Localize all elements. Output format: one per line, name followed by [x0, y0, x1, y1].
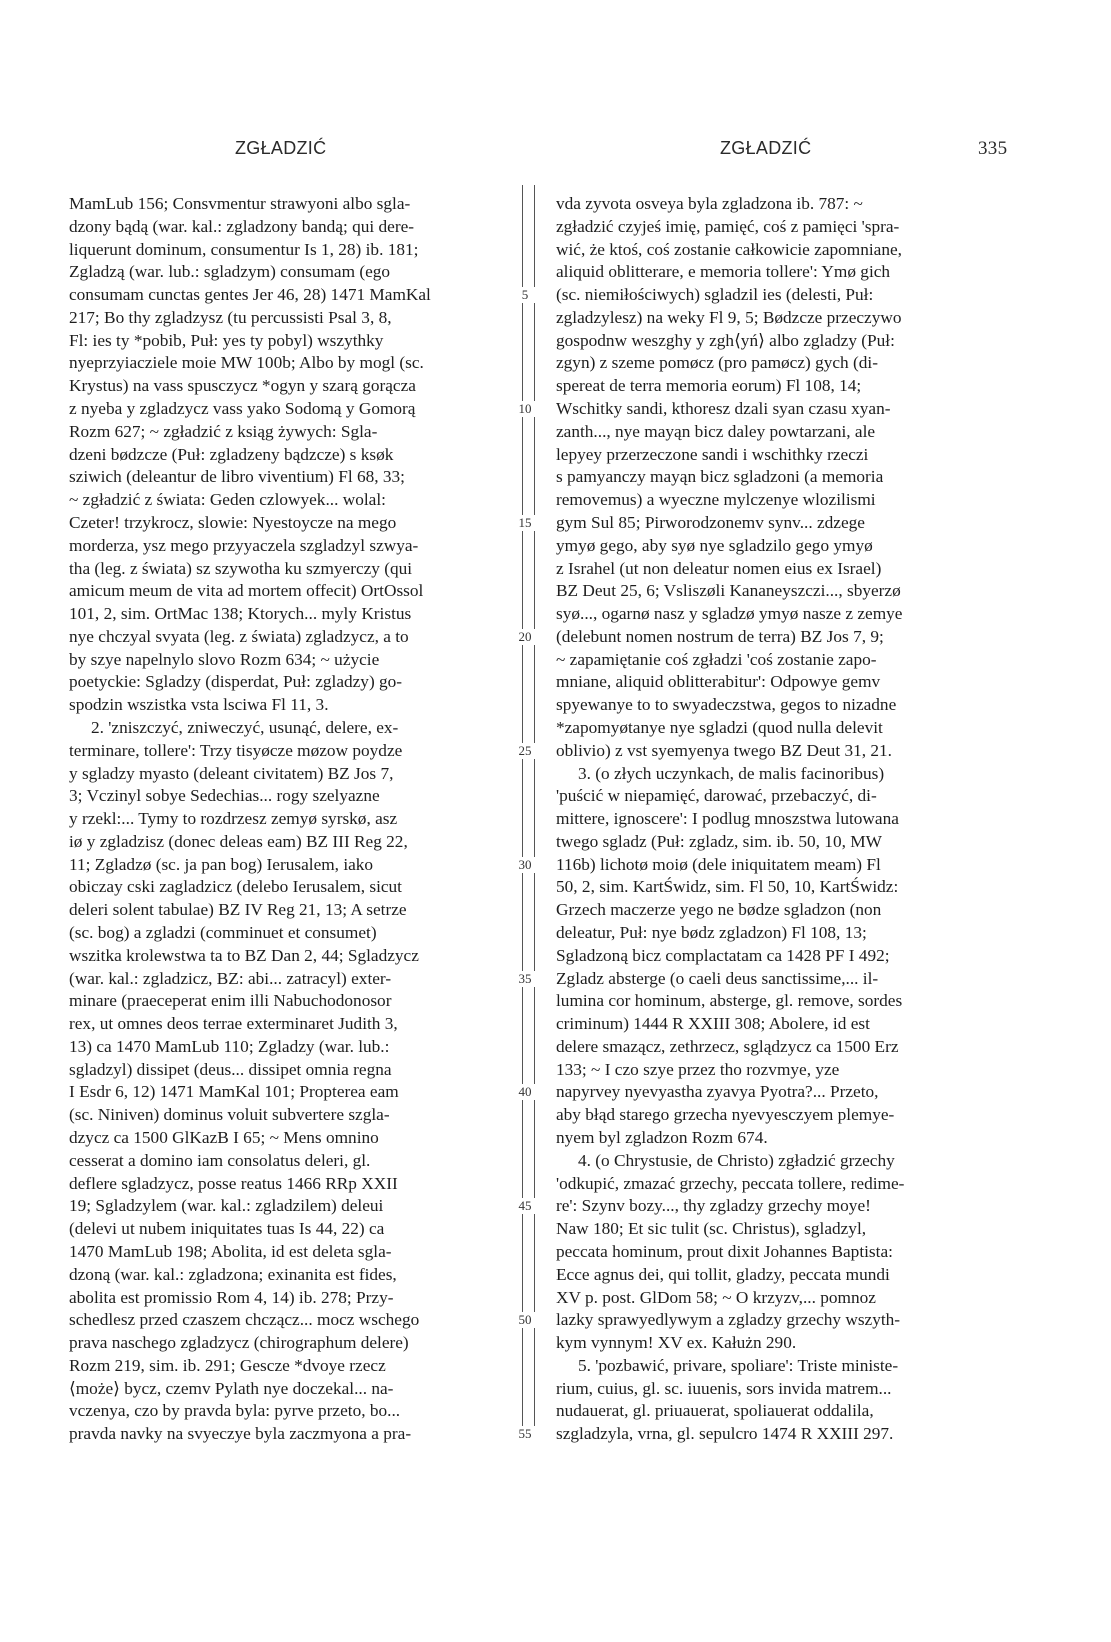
text-line: nyem byl zgladzon Rozm 674.	[556, 1128, 768, 1148]
line-number: 10	[515, 401, 535, 417]
text-line: zgladzylesz) na weky Fl 9, 5; Bødzcze przeczywo	[556, 307, 902, 327]
text-line: y sgladzy myasto (deleant civitatem) BZ Jos 7,	[69, 763, 394, 783]
text-line: napyrvey nyevyastha zyavya Pyotra?... Przeto,	[556, 1082, 879, 1102]
text-line: Ecce agnus dei, qui tollit, gladzy, peccata mundi	[556, 1264, 890, 1284]
text-line: 3. (o złych uczynkach, de malis facinoribus)	[578, 763, 885, 783]
line-number: 20	[515, 629, 535, 645]
text-line: (sc. niemiłościwych) sgladzil ies (delesti, Puł:	[556, 285, 874, 305]
text-line: minare (praeceperat enim illi Nabuchodonosor	[69, 991, 392, 1011]
page-number: 335	[978, 138, 1008, 159]
text-line: zgyn) z szeme pomøcz (pro pamøcz) gych (di-	[556, 353, 878, 373]
running-head-right: ZGŁADZIĆ	[720, 138, 812, 158]
text-line: obiczay cski zagladzicz (delebo Ierusalem, sicut	[69, 877, 402, 897]
text-line: deleri solent tabulae) BZ IV Reg 21, 13; A setrze	[69, 900, 407, 920]
text-line: Naw 180; Et sic tulit (sc. Christus), sgladzyl,	[556, 1219, 867, 1239]
text-line: BZ Deut 25, 6; Vsliszøli Kananeyszczi..., sbyerzø	[556, 581, 901, 601]
text-line: MamLub 156; Consvmentur strawyoni albo sgla-	[69, 194, 411, 213]
line-number: 15	[515, 515, 535, 531]
text-line: liquerunt dominum, consumentur Is 1, 28) ib. 181;	[69, 239, 419, 259]
text-line: Rozm 627; ~ zgładzić z ksiąg żywych: Sgla-	[69, 421, 378, 441]
text-line: 11; Zgladzø (sc. ja pan bog) Ierusalem, iako	[69, 854, 374, 874]
text-line: 133; ~ I czo szye przez tho rozvmye, yze	[556, 1059, 840, 1079]
text-line: criminum) 1444 R XXIII 308; Abolere, id est	[556, 1014, 870, 1034]
text-line: sziwich (deleantur de libro viventium) Fl 68, 33;	[69, 467, 405, 487]
text-line: (delebunt nomen nostrum de terra) BZ Jos 7, 9;	[556, 626, 884, 646]
text-line: 50, 2, sim. KartŚwidz, sim. Fl 50, 10, KartŚwidz:	[556, 877, 899, 897]
text-line: 4. (o Chrystusie, de Christo) zgładzić grzechy	[578, 1150, 895, 1170]
right-column-text	[556, 193, 986, 1446]
text-line: Wschitky sandi, kthoresz dzali syan czasu xyan-	[556, 399, 891, 419]
text-line: wić, że ktoś, coś zostanie całkowicie zapomniane,	[556, 239, 902, 259]
text-line: (sc. bog) a zgladzi (comminuet et consumet)	[69, 923, 377, 942]
text-line: Krystus) na vass spusczycz *ogyn y szarą gorącza	[69, 376, 416, 396]
text-line: removemus) a wyeczne mylczenye wlozilismi	[556, 490, 876, 510]
text-line: terminare, tollere': Trzy tisyøcze møzow poydze	[69, 740, 403, 760]
text-line: syø..., ogarnø nasz y sgladzø ymyø nasze z zemye	[556, 604, 903, 624]
text-line: rex, ut omnes deos terrae exterminaret Judith 3,	[69, 1014, 398, 1034]
text-line: sgladzyl) dissipet (deus... dissipet omnia regna	[69, 1059, 392, 1079]
text-line: Zgladz absterge (o caeli deus sanctissime,... il-	[556, 968, 879, 988]
text-line: nudauerat, gl. priuauerat, spoliauerat oddalila,	[556, 1401, 874, 1421]
text-line: amicum meum de vita ad mortem offecit) OrtOssol	[69, 581, 424, 601]
text-line: vda zyvota osveya byla zgladzona ib. 787: ~	[556, 194, 863, 213]
text-line: ~ zgładzić z świata: Geden czlowyek... wolal:	[69, 490, 386, 510]
text-line: dzycz ca 1500 GlKazB I 65; ~ Mens omnino	[69, 1128, 379, 1148]
line-number: 40	[515, 1084, 535, 1100]
text-line: 1470 MamLub 198; Abolita, id est deleta sgla-	[69, 1241, 392, 1261]
text-line: zgładzić czyjeś imię, pamięć, coś z pamięci 'spra-	[556, 216, 900, 236]
text-line: tha (leg. z świata) sz szywotha ku szmyerczy (qui	[69, 558, 413, 578]
text-line: mniane, aliquid oblitterabitur': Odpowye gemv	[556, 672, 881, 692]
text-line: s pamyanczy mayąn bicz sgladzoni (a memoria	[556, 467, 884, 487]
text-line: ~ zapamiętanie coś zgładzi 'coś zostanie zapo-	[556, 649, 877, 669]
text-line: nyeprzyiacziele moie MW 100b; Albo by mogl (sc.	[69, 353, 424, 373]
running-head-left: ZGŁADZIĆ	[235, 138, 327, 158]
text-line: pravda navky na svyeczye byla zaczmyona a pra-	[69, 1424, 412, 1444]
text-line: vczenya, czo by pravda byla: pyrve przeto, bo...	[69, 1401, 401, 1421]
text-line: twego sgladz (Puł: zgladz, sim. ib. 50, 10, MW	[556, 831, 882, 851]
text-line: poetyckie: Sgladzy (disperdat, Puł: zgladzy) go-	[69, 672, 403, 692]
text-line: iø y zgladzisz (donec deleas eam) BZ III Reg 22,	[69, 831, 408, 851]
line-number: 45	[515, 1198, 535, 1214]
line-number: 25	[515, 743, 535, 759]
text-line: spyewanye to to swyadeczstwa, gegos to nizadne	[556, 695, 897, 715]
text-line: 13) ca 1470 MamLub 110; Zgladzy (war. lub.:	[69, 1036, 390, 1056]
text-line: prava naschego zgladzycz (chirographum delere)	[69, 1333, 409, 1353]
text-line: consumam cunctas gentes Jer 46, 28) 1471 MamKal	[69, 285, 431, 305]
text-line: 19; Sgladzylem (war. kal.: zgladzilem) deleui	[69, 1196, 384, 1216]
text-line: Rozm 219, sim. ib. 291; Gescze *dvoye rzecz	[69, 1355, 386, 1375]
text-line: delere smazącz, zethrzecz, sglądzycz ca 1500 Erz	[556, 1036, 899, 1056]
text-line: *zapomyøtanye nye sgladzi (quod nulla delevit	[556, 717, 883, 737]
text-line: XV p. post. GlDom 58; ~ O krzyzv,... pomnoz	[556, 1287, 876, 1307]
text-line: dzoną (war. kal.: zgladzona; exinanita est fides,	[69, 1264, 397, 1284]
text-line: deleatur, Puł: nye bødz zgladzon) Fl 108, 13;	[556, 923, 867, 942]
text-line: aby błąd starego grzecha nyevyesczyem plemye-	[556, 1105, 895, 1125]
text-line: z Israhel (ut non deleatur nomen eius ex Israel)	[556, 558, 882, 578]
text-line: gospodnw weszghy y zgh⟨yń⟩ albo zgladzy (Puł:	[556, 330, 895, 350]
text-line: Fl: ies ty *pobib, Puł: yes ty pobyl) wszythky	[69, 330, 384, 350]
line-number: 5	[515, 287, 535, 303]
text-line: ymyø gego, aby syø nye sgladzilo gego ymyø	[556, 535, 873, 555]
text-line: 5. 'pozbawić, privare, spoliare': Triste ministe-	[578, 1355, 899, 1375]
text-line: lazky sprawyedlywym a zgladzy grzechy wszyth-	[556, 1310, 901, 1330]
text-line: ⟨może⟩ bycz, czemv Pylath nye doczekal... na-	[69, 1378, 394, 1398]
text-line: 2. 'zniszczyć, zniweczyć, usunąć, delere, ex-	[91, 717, 399, 737]
text-line: zanth..., nye mayąn bicz daley powtarzani, ale	[556, 421, 876, 441]
text-line: cesserat a domino iam consolatus deleri, gl.	[69, 1150, 371, 1170]
text-line: dzeni bødzcze (Puł: zgladzeny bądzcze) s ksøk	[69, 444, 394, 464]
text-line: gym Sul 85; Pirworodzonemv synv... zdzege	[556, 512, 865, 532]
text-line: lepyey przerzeczone sandi i wschithky rzeczi	[556, 444, 869, 464]
text-line: I Esdr 6, 12) 1471 MamKal 101; Propterea eam	[69, 1082, 399, 1102]
text-line: kym vynnym! XV ex. Kałużn 290.	[556, 1333, 797, 1353]
text-line: deflere sgladzycz, posse reatus 1466 RRp XXII	[69, 1173, 398, 1193]
line-number: 35	[515, 971, 535, 987]
text-line: nye chczyal svyata (leg. z świata) zgladzycz, a to	[69, 626, 409, 646]
text-line: 101, 2, sim. OrtMac 138; Ktorych... myly Kristus	[69, 604, 412, 624]
text-line: aliquid oblitterare, e memoria tollere': Ymø gich	[556, 262, 891, 282]
text-line: wszitka krolewstwa ta to BZ Dan 2, 44; Sgladzycz	[69, 945, 419, 965]
line-number: 50	[515, 1312, 535, 1328]
text-line: szgladzyla, vrna, gl. sepulcro 1474 R XXIII 297.	[556, 1424, 894, 1444]
text-line: spodzin wszistka vsta lsciwa Fl 11, 3.	[69, 695, 329, 715]
text-line: schedlesz przed czaszem chcząсz... mocz wschego	[69, 1310, 420, 1330]
line-number: 30	[515, 857, 535, 873]
text-line: 116b) lichotø moiø (dele iniquitatem meam) Fl	[556, 854, 881, 874]
text-line: Grzech maczerze yego ne bødze sgladzon (non	[556, 900, 882, 920]
text-line: peccata hominum, prout dixit Johannes Baptista:	[556, 1241, 893, 1261]
text-line: Sgladzoną bicz complactatam ca 1428 PF I 492;	[556, 945, 890, 965]
text-line: (sc. Niniven) dominus voluit subvertere szgla-	[69, 1105, 390, 1125]
text-line: 'odkupić, zmazać grzechy, peccata tollere, redime-	[556, 1173, 905, 1193]
text-line: re': Szynv bozy..., thy zgladzy grzechy moye!	[556, 1196, 871, 1216]
text-line: morderza, ysz mego przyyaczela szgladzyl szwya-	[69, 535, 419, 555]
text-line: abolita est promissio Rom 4, 14) ib. 278; Przy-	[69, 1287, 394, 1307]
text-line: lumina cor hominum, absterge, gl. remove, sordes	[556, 991, 903, 1011]
text-line: (war. kal.: zgladzicz, BZ: abi... zatracyl) exter-	[69, 968, 392, 988]
text-line: (delevi ut nubem iniquitates tuas Is 44, 22) ca	[69, 1219, 385, 1239]
column-divider-left	[522, 185, 523, 1430]
text-line: 'puścić w niepamięć, darować, przebaczyć, di-	[556, 786, 877, 806]
text-line: z nyeba y zgladzycz vass yako Sodomą y Gomorą	[69, 399, 416, 419]
text-line: 3; Vczinyl sobye Sedechias... rogy szelyazne	[69, 786, 380, 806]
text-line: rium, cuius, gl. sc. iuuenis, sors invida matrem...	[556, 1378, 892, 1398]
text-line: by szye napelnylo slovo Rozm 634; ~ użycie	[69, 649, 380, 669]
text-line: dzony bądą (war. kal.: zgladzony bandą; qui dere-	[69, 216, 415, 236]
text-line: oblivio) z vst syemyenya twego BZ Deut 31, 21.	[556, 740, 892, 760]
left-column-text	[69, 193, 509, 1446]
text-line: Czeter! trzykrocz, slowie: Nyestoycze na mego	[69, 512, 397, 532]
column-divider-right	[534, 185, 535, 1430]
text-line: y rzekl:... Tymy to rozdrzesz zemyø syrskø, asz	[69, 809, 398, 829]
text-line: Zgladzą (war. lub.: sgladzym) consumam (ego	[69, 262, 391, 282]
line-number: 55	[515, 1426, 535, 1442]
text-line: mittere, ignoscere': I podlug mnoszstwa lutowana	[556, 809, 899, 829]
text-line: spereat de terra memoria eorum) Fl 108, 14;	[556, 376, 862, 396]
text-line: 217; Bo thy zgladzysz (tu percussisti Psal 3, 8,	[69, 307, 392, 327]
